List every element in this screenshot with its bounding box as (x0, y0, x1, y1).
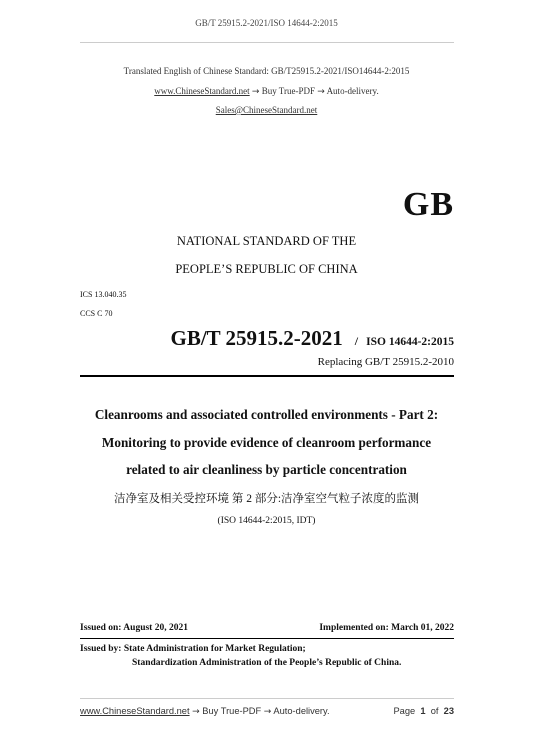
buy-label: Buy True-PDF (261, 86, 315, 96)
page-total: 23 (443, 706, 454, 716)
arrow-right-icon: → (251, 87, 260, 97)
dates-rule (80, 638, 454, 639)
replacing-note: Replacing GB/T 25915.2-2010 (317, 356, 454, 368)
page-indicator (393, 706, 454, 716)
footer-auto-label: Auto-delivery. (273, 706, 330, 716)
page-number: 1 (420, 706, 426, 716)
standard-number: GB/T 25915.2-2021 (170, 326, 343, 350)
standard-line-2: PEOPLE’S REPUBLIC OF CHINA (175, 262, 358, 276)
page-label: Page (393, 706, 416, 716)
gb-logo: GB (402, 186, 454, 223)
arrow-right-icon: → (263, 707, 272, 717)
iso-equivalence: (ISO 14644-2:2015, IDT) (217, 516, 316, 526)
implemented-date: Implemented on: March 01, 2022 (319, 623, 454, 633)
chinese-title: 洁净室及相关受控环境 第 2 部分:洁净室空气粒子浓度的监测 (113, 493, 420, 505)
footer-divider (80, 698, 454, 699)
designation-rule (80, 375, 454, 377)
ics-code: ICS 13.040.35 (80, 290, 127, 299)
issuer-label: Issued by: (80, 644, 122, 654)
auto-delivery-label: Auto-delivery. (326, 86, 379, 96)
issuer-line-1: State Administration for Market Regulation; (123, 644, 306, 654)
designation (171, 326, 455, 351)
issuer-block (80, 644, 306, 654)
standard-line-1: NATIONAL STANDARD OF THE (176, 234, 357, 248)
arrow-right-icon: → (317, 87, 325, 97)
running-header: GB/T 25915.2-2021/ISO 14644-2:2015 (195, 18, 338, 28)
designation-slash: / (354, 334, 359, 348)
title-line-3: related to air cleanliness by particle concentration (126, 462, 407, 477)
issued-date: Issued on: August 20, 2021 (80, 623, 188, 633)
arrow-right-icon: → (192, 707, 200, 717)
footer-website-link[interactable]: www.ChineseStandard.net (80, 706, 190, 716)
issuer-line-2: Standardization Administration of the People’s Republic of China. (132, 658, 402, 668)
title-line-2: Monitoring to provide evidence of cleanroom performance (101, 435, 432, 450)
iso-number: ISO 14644-2:2015 (366, 336, 454, 348)
title-line-1: Cleanrooms and associated controlled environments - Part 2: (94, 407, 439, 422)
sales-email-link[interactable]: Sales@ChineseStandard.net (215, 105, 318, 115)
footer-links (80, 706, 330, 717)
notice-links (0, 86, 533, 97)
of-label: of (430, 706, 439, 716)
ccs-code: CCS C 70 (80, 309, 113, 318)
header-divider (80, 42, 454, 43)
footer-buy-label: Buy True-PDF (202, 706, 262, 716)
website-link[interactable]: www.ChineseStandard.net (154, 86, 250, 96)
translation-notice: Translated English of Chinese Standard: GB/T25915.2-2021/ISO14644-2:2015 (123, 66, 410, 76)
